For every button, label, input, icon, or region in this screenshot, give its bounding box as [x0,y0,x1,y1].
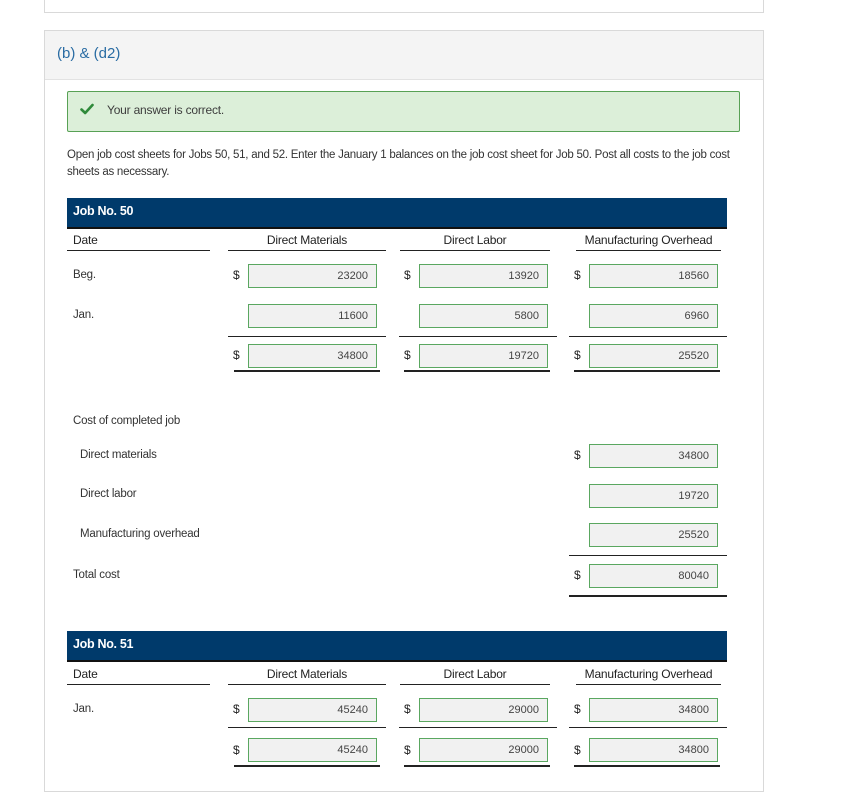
dollar-sign: $ [233,702,240,716]
job51-header-bar [67,631,727,662]
dollar-sign: $ [574,568,581,582]
dollar-sign: $ [574,743,581,757]
instructions: Open job cost sheets for Jobs 50, 51, and 52. Enter the January 1 balances on the job cost sheet for Job 50. Post all costs to the job cost sheets as necessary. [67,149,730,178]
completed-dl-label: Direct labor [80,488,137,500]
job50-dm-sum-line [228,336,386,337]
job50-jan-mo-input[interactable] [589,304,718,328]
job51-jan-dl-input[interactable] [419,698,548,722]
job51-mo-double-line [574,765,720,767]
dollar-sign: $ [404,348,411,362]
job51-date-underline [67,684,210,685]
completed-mo-input[interactable] [589,523,718,547]
job51-dm-sum-line [228,727,386,728]
job51-jan-label: Jan. [73,703,94,715]
job51-mo-sum-line [569,727,727,728]
job50-total-dl-input[interactable] [419,344,548,368]
job50-col-dm: Direct Materials [266,233,348,247]
dollar-sign: $ [574,268,581,282]
job51-total-dm-input[interactable] [248,738,377,762]
job50-beg-dm-input[interactable] [248,264,377,288]
dollar-sign: $ [404,268,411,282]
dollar-sign: $ [574,448,581,462]
dollar-sign: $ [404,702,411,716]
job51-jan-mo-input[interactable] [589,698,718,722]
job51-dl-underline [400,684,550,685]
job50-dm-underline [228,250,386,251]
dollar-sign: $ [574,702,581,716]
job50-dl-double-line [404,370,550,372]
job51-dl-double-line [404,765,550,767]
job50-total-mo-input[interactable] [589,344,718,368]
job50-col-date: Date [73,233,98,247]
dollar-sign: $ [574,348,581,362]
dollar-sign: $ [233,743,240,757]
checkmark-icon [80,102,94,116]
job50-mo-double-line [574,370,720,372]
previous-card [44,0,764,13]
completed-sum-line [569,555,727,556]
job51-col-mo: Manufacturing Overhead [584,667,713,681]
dollar-sign: $ [404,743,411,757]
job50-dl-underline [400,250,550,251]
completed-dm-input[interactable] [589,444,718,468]
completed-dl-input[interactable] [589,484,718,508]
success-message: Your answer is correct. [107,103,225,117]
job51-col-dl: Direct Labor [443,667,507,681]
job51-col-date: Date [73,667,98,681]
job51-total-dl-input[interactable] [419,738,548,762]
dollar-sign: $ [233,348,240,362]
job50-jan-label: Jan. [73,309,94,321]
job50-dm-double-line [234,370,380,372]
job50-title: Job No. 50 [73,204,134,218]
job51-title: Job No. 51 [73,637,134,651]
job50-jan-dl-input[interactable] [419,304,548,328]
job51-col-dm: Direct Materials [266,667,348,681]
job50-mo-sum-line [569,336,727,337]
completed-dm-label: Direct materials [80,449,157,461]
job50-dl-sum-line [399,336,557,337]
job50-header-bar [67,198,727,229]
job50-col-dl: Direct Labor [443,233,507,247]
job50-mo-underline [576,250,721,251]
job51-total-mo-input[interactable] [589,738,718,762]
job50-jan-dm-input[interactable] [248,304,377,328]
job51-dm-double-line [234,765,380,767]
job50-beg-label: Beg. [73,269,96,281]
job50-col-mo: Manufacturing Overhead [584,233,713,247]
job50-beg-dl-input[interactable] [419,264,548,288]
job50-beg-mo-input[interactable] [589,264,718,288]
part-title: (b) & (d2) [57,45,121,62]
completed-heading: Cost of completed job [73,415,181,427]
job50-total-dm-input[interactable] [248,344,377,368]
job51-mo-underline [576,684,721,685]
dollar-sign: $ [233,268,240,282]
part-card-header [45,31,763,80]
job51-dl-sum-line [399,727,557,728]
job50-date-underline [67,250,210,251]
job51-dm-underline [228,684,386,685]
total-cost-double-line [569,595,727,597]
completed-mo-label: Manufacturing overhead [80,528,200,540]
total-cost-label: Total cost [73,569,120,581]
total-cost-input[interactable] [589,564,718,588]
job51-jan-dm-input[interactable] [248,698,377,722]
